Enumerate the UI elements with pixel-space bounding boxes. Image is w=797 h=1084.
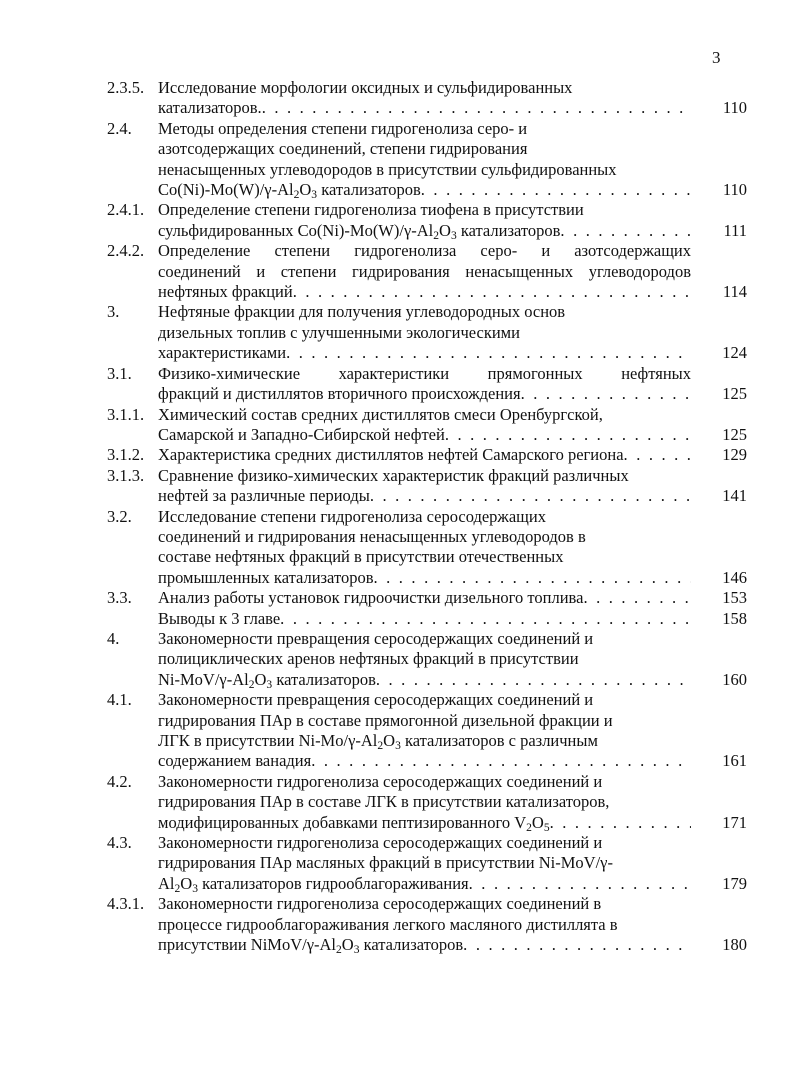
toc-entry [0, 302, 797, 363]
toc-entry-number: 3.3. [107, 588, 132, 608]
toc-entry-line: Анализ работы установок гидроочистки дизельного топлива [158, 588, 584, 608]
toc-entry-number: 4.2. [107, 771, 132, 791]
dot-leader [311, 751, 691, 771]
toc-entry-page: 110 [722, 98, 747, 118]
toc-entry-line: Закономерности гидрогенолиза серосодержащих соединений и [158, 771, 603, 791]
dot-leader [286, 343, 691, 363]
toc-entry-line: нефтей за различные периоды [158, 486, 370, 506]
toc-entry-line: Закономерности гидрогенолиза серосодержащих соединений и [158, 833, 603, 853]
toc-entry-line: дизельных топлив с улучшенными экологическими [158, 322, 520, 342]
toc-entry [0, 690, 797, 772]
toc-entry-page: 114 [722, 282, 747, 302]
toc-entry [0, 894, 797, 955]
toc-entry [0, 200, 797, 241]
toc-entry-line: составе нефтяных фракций в присутствии отечественных [158, 547, 564, 567]
toc-entry-page: 153 [722, 588, 747, 608]
toc-entry-page: 125 [722, 424, 747, 444]
toc-entry-page: 158 [722, 608, 747, 628]
toc-entry-number: 3.1.2. [107, 445, 145, 465]
table-of-contents [0, 78, 797, 955]
toc-entry-title [158, 507, 691, 589]
toc-entry [0, 119, 797, 201]
toc-entry-line: Сравнение физико-химических характеристик фракций различных [158, 465, 629, 485]
toc-entry [0, 629, 797, 690]
toc-entry [0, 78, 797, 119]
toc-entry-line: фракций и дистиллятов вторичного происхождения [158, 384, 521, 404]
toc-entry-number: 2.3.5. [107, 78, 145, 97]
toc-entry-page: 110 [722, 180, 747, 200]
toc-entry-number: 2.4. [107, 118, 132, 138]
toc-entry-number: 3.2. [107, 506, 132, 526]
toc-entry [0, 833, 797, 894]
toc-entry-number: 4.3.1. [107, 894, 145, 914]
toc-entry-line: $Ni-MoV/\gamma-Al_2O_3$ катализаторов [158, 669, 376, 691]
toc-entry-line: Характеристика средних дистиллятов нефтей Самарского региона [158, 445, 624, 465]
toc-entry-page: 124 [722, 343, 747, 363]
toc-entry-line: содержанием ванадия [158, 751, 312, 771]
toc-entry [0, 405, 797, 446]
toc-entry-line: ЛГК в присутствии $Ni-Mo/\gamma-Al_2O_3$ катализаторов с различным [158, 731, 598, 752]
toc-entry-page: 129 [722, 445, 747, 465]
toc-entry-number: 3.1. [107, 363, 132, 383]
toc-entry-title [158, 241, 691, 302]
toc-entry-page: 179 [722, 873, 747, 893]
toc-entry-title [158, 588, 691, 608]
dot-leader [370, 486, 691, 506]
dot-leader [445, 425, 691, 445]
toc-entry-line: гидрирования ПАр в составе прямогонной дизельной фракции и [158, 710, 613, 730]
toc-entry-line: Определение степени гидрогенолиза тиофена в присутствии [158, 200, 584, 220]
toc-entry-number: 4.3. [107, 833, 132, 853]
toc-entry [0, 772, 797, 833]
toc-entry-line: соединений и степени гидрирования ненасыщенных углеводородов [158, 261, 691, 281]
dot-leader [463, 935, 691, 955]
toc-entry-line: полициклических аренов нефтяных фракций в присутствии [158, 649, 579, 669]
toc-entry-page: 125 [722, 384, 747, 404]
toc-entry-line: ненасыщенных углеводородов в присутствии сульфидированных [158, 159, 617, 179]
toc-entry-line: Нефтяные фракции для получения углеводородных основ [158, 302, 566, 322]
toc-entry-line: соединений и гидрирования ненасыщенных углеводородов в [158, 526, 586, 546]
toc-entry-line: Исследование морфологии оксидных и сульфидированных [158, 78, 573, 97]
toc-entry-line: Методы определения степени гидрогенолиза серо- и [158, 118, 528, 138]
dot-leader [469, 874, 691, 894]
toc-entry-line: $Co(Ni)-Mo(W)/\gamma-Al_2O_3$ катализаторов [158, 180, 421, 201]
toc-entry-line: нефтяных фракций [158, 282, 293, 302]
toc-entry-title [158, 78, 691, 119]
toc-entry-number: 2.4.1. [107, 200, 145, 220]
dot-leader [293, 282, 691, 302]
dot-leader [376, 670, 691, 690]
toc-entry-number: 2.4.2. [107, 241, 145, 261]
dot-leader [583, 588, 691, 608]
toc-entry-title [158, 364, 691, 405]
toc-entry-title [158, 405, 691, 446]
toc-entry-title [158, 772, 691, 833]
toc-entry-line: Закономерности гидрогенолиза серосодержащих соединений в [158, 894, 602, 914]
toc-entry-number: 3.1.3. [107, 465, 145, 485]
toc-entry-number [0, 609, 158, 629]
toc-entry-number: 4. [107, 628, 120, 648]
toc-entry [0, 507, 797, 589]
toc-entry-title [158, 609, 691, 629]
toc-entry-line: азотсодержащих соединений, степени гидрирования [158, 139, 528, 159]
toc-entry-page: 160 [722, 669, 747, 689]
toc-entry-line: присутствии NiMoV/$\gamma-Al_2O_3$ катализаторов [158, 935, 464, 956]
toc-entry [0, 609, 797, 629]
toc-entry-number: 3.1.1. [107, 404, 145, 424]
toc-entry-line: Исследование степени гидрогенолиза серосодержащих [158, 506, 546, 526]
toc-entry-line: Химический состав средних дистиллятов смеси Оренбургской, [158, 404, 603, 424]
toc-entry-line: гидрирования ПАр масляных фракций в присутствии Ni-MoV/γ- [158, 853, 613, 873]
toc-entry-line: промышленных катализаторов [158, 567, 374, 587]
toc-entry-line: Закономерности превращения серосодержащих соединений и [158, 690, 594, 710]
toc-entry [0, 241, 797, 302]
toc-entry-line: катализаторов. [158, 98, 262, 118]
dot-leader [550, 813, 691, 833]
toc-entry-line: Выводы к 3 главе [158, 608, 281, 628]
toc-entry-title [158, 200, 691, 241]
toc-entry-page: 146 [722, 567, 747, 587]
toc-entry-line: Физико-химические характеристики прямогонных нефтяных [158, 363, 691, 383]
toc-entry-line: Самарской и Западно-Сибирской нефтей [158, 424, 445, 444]
toc-entry [0, 588, 797, 608]
toc-entry [0, 466, 797, 507]
toc-entry-line: процессе гидрооблагораживания легкого масляного дистиллята в [158, 914, 618, 934]
dot-leader [373, 568, 691, 588]
toc-entry [0, 445, 797, 465]
toc-entry [0, 364, 797, 405]
toc-entry-page: 111 [723, 220, 747, 240]
page-number: 3 [712, 48, 721, 67]
toc-entry-page: 141 [722, 486, 747, 506]
toc-entry-line: гидрирования ПАр в составе ЛГК в присутствии катализаторов, [158, 792, 610, 812]
toc-entry-title [158, 445, 691, 465]
dot-leader [421, 180, 691, 200]
toc-entry-title [158, 466, 691, 507]
toc-entry-page: 171 [722, 812, 747, 832]
toc-entry-number: 4.1. [107, 690, 132, 710]
toc-entry-page: 161 [722, 751, 747, 771]
dot-leader [521, 384, 691, 404]
dot-leader [624, 445, 691, 465]
toc-entry-line: сульфидированных $Co(Ni)-Mo(W)/\gamma-Al_2O_3$ катализаторов [158, 220, 561, 242]
toc-entry-title [158, 690, 691, 772]
dot-leader [280, 609, 691, 629]
toc-entry-line: характеристиками [158, 343, 287, 363]
toc-entry-title [158, 833, 691, 894]
toc-entry-line: модифицированных добавками пептизированного $V_2O_5$ [158, 812, 550, 834]
dot-leader [560, 221, 691, 241]
toc-entry-line: Закономерности превращения серосодержащих соединений и [158, 628, 594, 648]
toc-entry-title [158, 119, 691, 201]
toc-entry-page: 180 [722, 935, 747, 955]
toc-entry-number: 3. [107, 302, 120, 322]
toc-entry-line: $Al_2O_3$ катализаторов гидрооблагораживания [158, 873, 469, 895]
toc-entry-title [158, 629, 691, 690]
toc-entry-title [158, 894, 691, 955]
dot-leader [262, 98, 691, 118]
toc-entry-line: Определение степени гидрогенолиза серо- и азотсодержащих [158, 241, 691, 261]
toc-entry-title [158, 302, 691, 363]
